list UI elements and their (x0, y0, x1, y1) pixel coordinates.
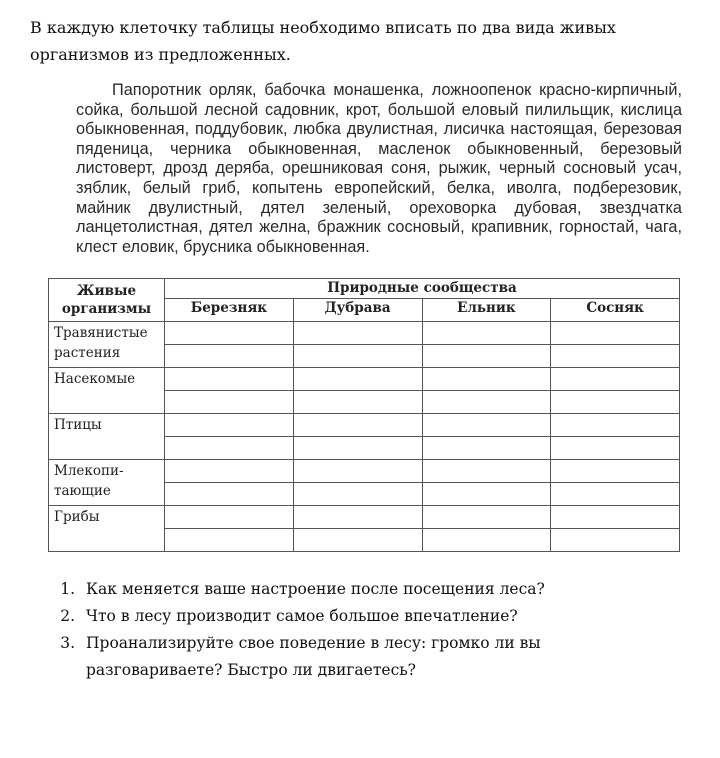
answer-cell[interactable] (293, 506, 422, 529)
answer-cell[interactable] (293, 483, 422, 506)
species-list: Папоротник орляк, бабочка монашенка, ложноопенок красно-кирпичный, сойка, большой лесной садовник, крот, большой еловый пилильщик, кислица обыкновенная, поддубовик, любка двулистная, лисичка настоящая, березовая пяденица, черника обыкновенная, масленок обыкновенный, березовый листоверт, дрозд деряба, орешниковая соня, рыжик, черный сосновый усач, зяблик, белый гриб, копытень европейский, белка, иволга, подберезовик, майник двулистный, дятел зеленый, ореховорка дубовая, звездчатка ланцетолистная, дятел желна, бражник сосновый, крапивник, горностай, чага, клест еловик, брусника обыкновенная. (76, 81, 682, 256)
column-header: Сосняк (551, 299, 680, 322)
answer-cell[interactable] (422, 506, 551, 529)
answer-cell[interactable] (165, 345, 294, 368)
answer-cell[interactable] (165, 506, 294, 529)
table-row (49, 368, 680, 391)
column-header: Березняк (165, 299, 294, 322)
row-label: Млекопи-тающие (49, 460, 165, 506)
answer-cell[interactable] (422, 414, 551, 437)
answer-cell[interactable] (293, 391, 422, 414)
answer-cell[interactable] (551, 529, 680, 552)
answer-cell[interactable] (422, 483, 551, 506)
answer-cell[interactable] (293, 460, 422, 483)
answer-cell[interactable] (293, 437, 422, 460)
task-instruction: В каждую клеточку таблицы необходимо вписать по два вида живых организмов из предложенных. (30, 18, 616, 64)
answer-cell[interactable] (551, 506, 680, 529)
answer-cell[interactable] (422, 529, 551, 552)
answer-cell[interactable] (551, 483, 680, 506)
row-label: Травянистые растения (49, 322, 165, 368)
table-row (49, 460, 680, 483)
row-label: Грибы (49, 506, 165, 552)
question-item: 3. Проанализируйте свое поведение в лесу: громко ли вы разговариваете? Быстро ли двигаетесь? (80, 630, 680, 684)
answer-cell[interactable] (165, 483, 294, 506)
answer-cell[interactable] (551, 322, 680, 345)
answer-cell[interactable] (293, 322, 422, 345)
answer-cell[interactable] (165, 391, 294, 414)
answer-cell[interactable] (551, 437, 680, 460)
answer-cell[interactable] (551, 391, 680, 414)
table-row (49, 506, 680, 529)
table-row (49, 322, 680, 345)
answer-cell[interactable] (165, 368, 294, 391)
column-header: Ельник (422, 299, 551, 322)
answer-cell[interactable] (165, 414, 294, 437)
answer-cell[interactable] (551, 345, 680, 368)
answer-cell[interactable] (293, 368, 422, 391)
answer-cell[interactable] (165, 437, 294, 460)
answer-cell[interactable] (422, 322, 551, 345)
column-header: Дубрава (293, 299, 422, 322)
row-label: Насекомые (49, 368, 165, 414)
row-label: Птицы (49, 414, 165, 460)
answer-cell[interactable] (293, 345, 422, 368)
answer-cell[interactable] (293, 529, 422, 552)
answer-cell[interactable] (165, 322, 294, 345)
group-header: Природные сообщества (165, 279, 680, 299)
table-row (49, 414, 680, 437)
answer-cell[interactable] (551, 368, 680, 391)
answer-cell[interactable] (422, 345, 551, 368)
answer-cell[interactable] (165, 460, 294, 483)
question-item: 2. Что в лесу производит самое большое впечатление? (80, 603, 680, 630)
answer-cell[interactable] (422, 460, 551, 483)
answer-cell[interactable] (293, 414, 422, 437)
answer-cell[interactable] (422, 437, 551, 460)
corner-header: Живые организмы (49, 279, 165, 322)
answer-cell[interactable] (551, 460, 680, 483)
answer-cell[interactable] (165, 529, 294, 552)
question-item: 1. Как меняется ваше настроение после посещения леса? (80, 576, 680, 603)
answer-cell[interactable] (551, 414, 680, 437)
answer-cell[interactable] (422, 368, 551, 391)
communities-table (48, 278, 680, 552)
answer-cell[interactable] (422, 391, 551, 414)
questions-list (30, 576, 680, 684)
